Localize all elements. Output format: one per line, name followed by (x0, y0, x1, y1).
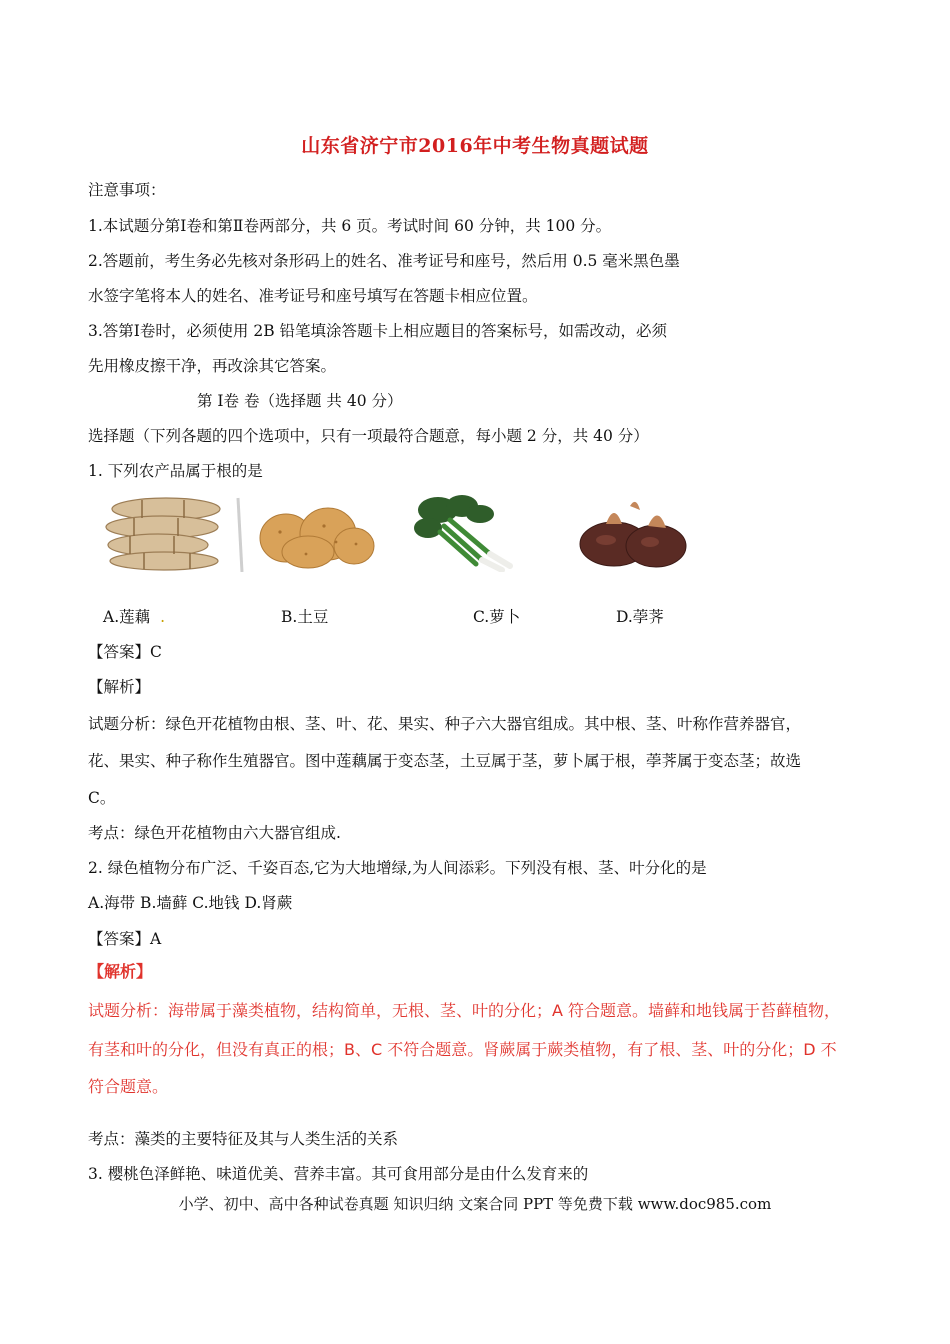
q1-point: 考点：绿色开花植物由六大器官组成. (88, 824, 341, 842)
water-chestnut-image (570, 494, 692, 572)
q1-option-b: B.土豆 (281, 608, 329, 626)
notice-item-1: 1.本试题分第Ⅰ卷和第Ⅱ卷两部分，共 6 页。考试时间 60 分钟，共 100 分。 (88, 217, 612, 235)
q1-option-c: C.萝卜 (473, 608, 521, 626)
radish-image (410, 494, 520, 572)
q2-analysis-label: 【解析】 (88, 962, 153, 981)
lotus-root-image (104, 494, 232, 572)
section-instruction: 选择题（下列各题的四个选项中，只有一项最符合题意，每小题 2 分，共 40 分） (88, 427, 649, 445)
potato-image (236, 494, 378, 572)
q3-stem: 3. 樱桃色泽鲜艳、味道优美、营养丰富。其可食用部分是由什么发育来的 (88, 1165, 589, 1183)
section-title: 第 Ⅰ卷 卷（选择题 共 40 分） (197, 392, 403, 410)
notice-item-2b: 水签字笔将本人的姓名、准考证号和座号填写在答题卡相应位置。 (88, 287, 538, 305)
q1-analysis-label: 【解析】 (88, 678, 151, 696)
q1-analysis-1: 试题分析：绿色开花植物由根、茎、叶、花、果实、种子六大器官组成。其中根、茎、叶称作营养器官， (88, 715, 802, 733)
notice-item-3b: 先用橡皮擦干净，再改涂其它答案。 (88, 357, 337, 375)
q2-stem: 2. 绿色植物分布广泛、千姿百态,它为大地增绿,为人间添彩。下列没有根、茎、叶分化的是 (88, 859, 707, 877)
q2-analysis-1: 试题分析：海带属于藻类植物，结构简单，无根、茎、叶的分化；A 符合题意。墙藓和地钱属于苔藓植物， (88, 1001, 841, 1020)
q1-analysis-2: 花、果实、种子称作生殖器官。图中莲藕属于变态茎，土豆属于茎，萝卜属于根，荸荠属于变态茎；故选 (88, 752, 802, 770)
q2-answer: 【答案】A (88, 930, 162, 948)
notice-item-3a: 3.答第Ⅰ卷时，必须使用 2B 铅笔填涂答题卡上相应题目的答案标号，如需改动，必须 (88, 322, 668, 340)
q2-analysis-2: 有茎和叶的分化，但没有真正的根；B、C 不符合题意。肾蕨属于蕨类植物，有了根、茎、叶的分化；D 不 (88, 1040, 837, 1059)
q2-options: A.海带 B.墙藓 C.地钱 D.肾蕨 (88, 894, 293, 912)
page-title: 山东省济宁市2016年中考生物真题试题 (301, 135, 649, 157)
q1-option-d: D.荸荠 (616, 608, 664, 626)
q1-stem: 1. 下列农产品属于根的是 (88, 462, 263, 480)
q2-point: 考点：藻类的主要特征及其与人类生活的关系 (88, 1130, 399, 1148)
q1-option-a-mark: . (160, 608, 166, 626)
notice-heading: 注意事项： (88, 181, 166, 199)
q1-option-a (103, 607, 165, 627)
q1-answer: 【答案】C (88, 643, 162, 661)
notice-item-2a: 2.答题前，考生务必先核对条形码上的姓名、准考证号和座号，然后用 0.5 毫米黑色墨 (88, 252, 680, 270)
q1-analysis-3: C。 (88, 789, 116, 807)
footer-text: 小学、初中、高中各种试卷真题 知识归纳 文案合同 PPT 等免费下载 www.doc985.com (178, 1195, 772, 1213)
q1-option-a-label: A.莲藕 (103, 608, 151, 626)
q2-analysis-3: 符合题意。 (88, 1077, 169, 1096)
